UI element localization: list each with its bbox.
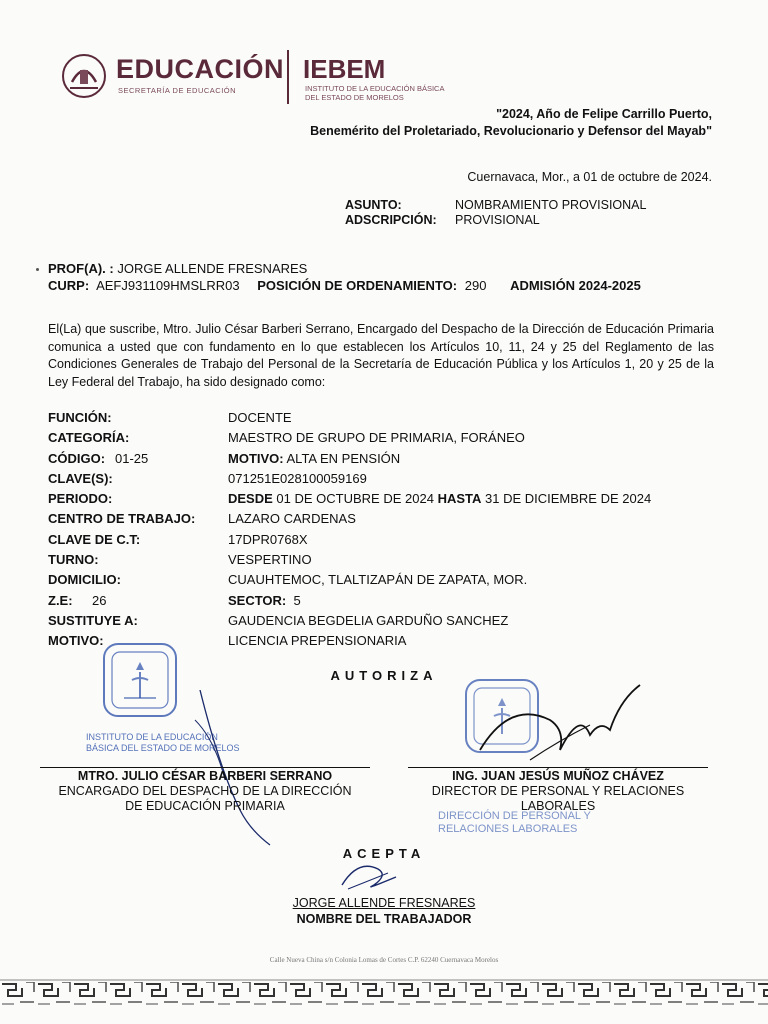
hasta-value: 31 DE DICIEMBRE DE 2024: [485, 491, 652, 507]
right-stamp-line2: RELACIONES LABORALES: [438, 823, 578, 835]
motivo-label: MOTIVO:: [228, 450, 284, 466]
assignment-details: [48, 410, 728, 654]
clave-ct-label: CLAVE DE C.T:: [48, 531, 141, 547]
worker-block: [0, 895, 768, 927]
curp-label: CURP:: [48, 278, 90, 293]
desde-label: DESDE: [228, 491, 273, 507]
detail-row-ze: [48, 593, 728, 613]
adscripcion-value: PROVISIONAL: [455, 213, 540, 227]
detail-row-clave-ct: [48, 532, 728, 552]
funcion-label: FUNCIÓN:: [48, 410, 112, 425]
left-signatory-title-line1: ENCARGADO DEL DESPACHO DE LA DIRECCIÓN: [58, 784, 352, 798]
iebem-subtitle-line1: INSTITUTO DE LA EDUCACIÓN BÁSICA: [305, 84, 445, 93]
left-stamp-line1: INSTITUTO DE LA EDUCACIÓN: [86, 732, 218, 742]
bullet-dot: [36, 268, 39, 271]
adscripcion-label: ADSCRIPCIÓN:: [345, 213, 437, 227]
iebem-subtitle-line2: DEL ESTADO DE MORELOS: [305, 93, 404, 102]
iebem-logo-subtitle: [305, 84, 475, 102]
admision-label: ADMISIÓN 2024-2025: [510, 278, 641, 293]
place-date: Cuernavaca, Mor., a 01 de octubre de 2024.: [467, 170, 712, 184]
domicilio-value: CUAUHTEMOC, TLALTIZAPÁN DE ZAPATA, MOR.: [228, 572, 528, 588]
periodo-label: PERIODO:: [48, 491, 113, 507]
education-logo-title: EDUCACIÓN: [116, 54, 285, 84]
right-stamp-line1: DIRECCIÓN DE PERSONAL Y: [438, 810, 591, 822]
detail-row-sustituye: [48, 613, 728, 633]
posicion-label: POSICIÓN DE ORDENAMIENTO:: [257, 278, 458, 293]
year-motto: [252, 106, 712, 140]
funcion-value: DOCENTE: [228, 410, 292, 425]
acepta-heading: ACEPTA: [342, 846, 426, 861]
left-stamp-seal-icon: [100, 640, 180, 725]
codigo-value: 01-25: [115, 450, 149, 466]
worker-signature-icon: [338, 855, 402, 900]
desde-value: 01 DE OCTUBRE DE 2024: [276, 491, 434, 507]
education-logo-icon: [60, 52, 108, 100]
right-signatory-title-line1: DIRECTOR DE PERSONAL Y RELACIONES: [431, 784, 685, 798]
centro-label: CENTRO DE TRABAJO:: [48, 511, 196, 527]
ze-label: Z.E:: [48, 592, 73, 608]
sustituye-label: SUSTITUYE A:: [48, 612, 138, 628]
asunto-value: NOMBRAMIENTO PROVISIONAL: [455, 198, 647, 212]
motivo2-value: LICENCIA PREPENSIONARIA: [228, 633, 407, 649]
footer-decorative-band: [0, 978, 768, 1008]
prof-label: PROF(A). :: [48, 261, 114, 276]
clave-ct-value: 17DPR0768X: [228, 531, 308, 547]
claves-label: CLAVE(S):: [48, 470, 113, 486]
worker-name: JORGE ALLENDE FRESNARES: [292, 896, 476, 910]
domicilio-label: DOMICILIO:: [48, 572, 121, 588]
left-stamp-text: [86, 732, 240, 754]
categoria-label: CATEGORÍA:: [48, 430, 130, 446]
motivo-value: ALTA EN PENSIÓN: [286, 450, 401, 466]
categoria-value: MAESTRO DE GRUPO DE PRIMARIA, FORÁNEO: [228, 430, 525, 446]
detail-row-periodo: [48, 491, 728, 511]
detail-row-turno: [48, 552, 728, 572]
motto-line1: "2024, Año de Felipe Carrillo Puerto,: [496, 107, 712, 121]
subject-block: [345, 198, 646, 228]
detail-row-centro: [48, 511, 728, 531]
turno-label: TURNO:: [48, 552, 99, 568]
sustituye-value: GAUDENCIA BEGDELIA GARDUÑO SANCHEZ: [228, 612, 509, 628]
detail-row-domicilio: [48, 572, 728, 592]
body-paragraph: El(La) que suscribe, Mtro. Julio César Barberi Serrano, Encargado del Despacho de la Dirección de Educación Primaria comunica a usted que con fundamento en lo que establecen los Artículos 10, 11, 24 y 25 del Reglamento de las Condiciones Generales de Trabajo del Personal de la Secretaría de Educación Pública y los Artículos 1, 20 y 25 de la Ley Federal del Trabajo, ha sido designado como:: [48, 322, 714, 389]
left-stamp-line2: BÁSICA DEL ESTADO DE MORELOS: [86, 743, 240, 753]
recipient-block: [48, 260, 645, 294]
right-signatory: [408, 767, 708, 814]
right-stamp-seal-icon: [462, 676, 542, 761]
asunto-label: ASUNTO:: [345, 198, 402, 212]
curp-value: AEFJ931109HMSLRR03: [96, 278, 240, 293]
sector-label: SECTOR:: [228, 592, 287, 608]
turno-value: VESPERTINO: [228, 552, 312, 568]
posicion-value: 290: [464, 278, 487, 293]
motto-line2: Benemérito del Proletariado, Revolucionario y Defensor del Mayab": [310, 124, 712, 138]
left-signatory-title-line2: DE EDUCACIÓN PRIMARIA: [125, 799, 285, 813]
ze-value: 26: [92, 592, 107, 608]
worker-title: NOMBRE DEL TRABAJADOR: [296, 912, 472, 926]
codigo-label: CÓDIGO:: [48, 450, 106, 466]
detail-row-claves: [48, 471, 728, 491]
detail-row-funcion: [48, 410, 728, 430]
footer-address: Calle Nueva China s/n Colonia Lomas de Cortes C.P. 62240 Cuernavaca Morelos: [269, 956, 499, 964]
autoriza-heading: AUTORIZA: [330, 668, 438, 683]
prof-name: JORGE ALLENDE FRESNARES: [117, 261, 308, 276]
detail-row-codigo: [48, 451, 728, 471]
centro-value: LAZARO CARDENAS: [228, 511, 356, 527]
right-signatory-title-line2: LABORALES: [520, 799, 596, 813]
motivo2-label: MOTIVO:: [48, 633, 104, 649]
right-signatory-name: ING. JUAN JESÚS MUÑOZ CHÁVEZ: [408, 767, 708, 784]
claves-value: 071251E028100059169: [228, 470, 367, 486]
header-divider: [287, 50, 289, 104]
sector-value: 5: [293, 592, 301, 608]
hasta-label: HASTA: [437, 491, 482, 507]
detail-row-categoria: [48, 430, 728, 450]
education-logo-subtitle: SECRETARÍA DE EDUCACIÓN: [118, 86, 237, 95]
left-signatory: [40, 767, 370, 814]
left-signatory-name: MTRO. JULIO CÉSAR BARBERI SERRANO: [40, 767, 370, 784]
iebem-logo-title: IEBEM: [303, 54, 386, 84]
